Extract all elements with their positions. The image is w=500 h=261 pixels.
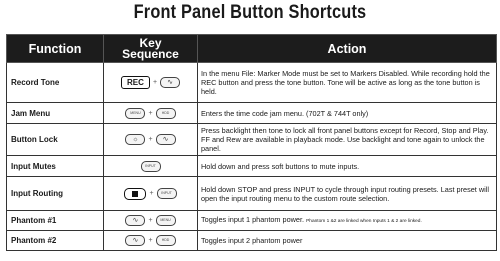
action-cell [198,211,497,231]
header-key-sequence-label: Key Sequence [122,35,179,61]
key-sequence-cell [104,211,198,231]
key-sequence-cell [104,63,198,103]
action-cell: Hold down and press soft buttons to mute inputs. [198,156,497,177]
table-row [7,177,497,211]
function-cell: Jam Menu [7,103,104,124]
hdd-button-icon: HDD [156,108,176,119]
header-key-sequence [104,35,198,63]
header-function: Function [7,35,104,63]
table-row [7,124,497,156]
tone-wave-icon: ∿ [156,134,176,145]
hdd-button-icon: HDD [156,235,176,246]
action-cell: Press backlight then tone to lock all front panel buttons except for Record, Stop and Play. FF and Rew are available in playback mode. Use backlight and tone again to unlock the panel. [198,124,497,156]
input-button-icon: INPUT [141,161,161,172]
action-cell: Toggles input 2 phantom power [198,231,497,251]
function-cell: Phantom #2 [7,231,104,251]
table-row [7,103,497,124]
page-title: Front Panel Button Shortcuts [133,2,367,23]
action-cell: In the menu File: Marker Mode must be set to Markers Disabled. While recording hold the REC button and press the tone button. Tone will be active as long as the tone button is held. [198,63,497,103]
function-cell: Phantom #1 [7,211,104,231]
function-cell: Record Tone [7,63,104,103]
function-cell: Input Mutes [7,156,104,177]
header-action: Action [198,35,497,63]
plus-sign: + [148,109,153,117]
action-note: Phantom 1 &2 are linked when Inputs 1 & 2 are linked. [306,219,422,224]
table-row [7,231,497,251]
key-sequence-cell [104,156,198,177]
menu-button-icon: MENU [156,215,176,226]
menu-button-icon: MENU [125,108,145,119]
function-cell: Button Lock [7,124,104,156]
table-header-row [7,35,497,63]
plus-sign: + [148,136,153,143]
input-button-icon: INPUT [157,188,177,199]
key-sequence-cell [104,177,198,211]
key-sequence-cell [104,231,198,251]
backlight-sun-icon: ☼ [125,134,145,145]
function-cell: Input Routing [7,177,104,211]
table-row [7,156,497,177]
tone-wave-icon: ∿ [125,215,145,226]
plus-sign: + [148,217,153,224]
action-cell: Hold down STOP and press INPUT to cycle through input routing presets. Last preset will open the input routing menu to the custom route selection. [198,177,497,211]
action-cell: Enters the time code jam menu. (702T & 744T only) [198,103,497,124]
action-text: Toggles input 1 phantom power. [201,215,305,224]
rec-button-icon: REC [121,76,150,89]
table-row [7,211,497,231]
shortcuts-table [6,34,497,251]
plus-sign: + [152,79,158,86]
stop-square-icon [124,188,146,200]
plus-sign: + [149,190,154,197]
plus-sign: + [148,237,153,244]
key-sequence-cell [104,103,198,124]
key-sequence-cell [104,124,198,156]
table-row [7,63,497,103]
tone-wave-icon: ∿ [160,77,180,88]
tone-wave-icon: ∿ [125,235,145,246]
